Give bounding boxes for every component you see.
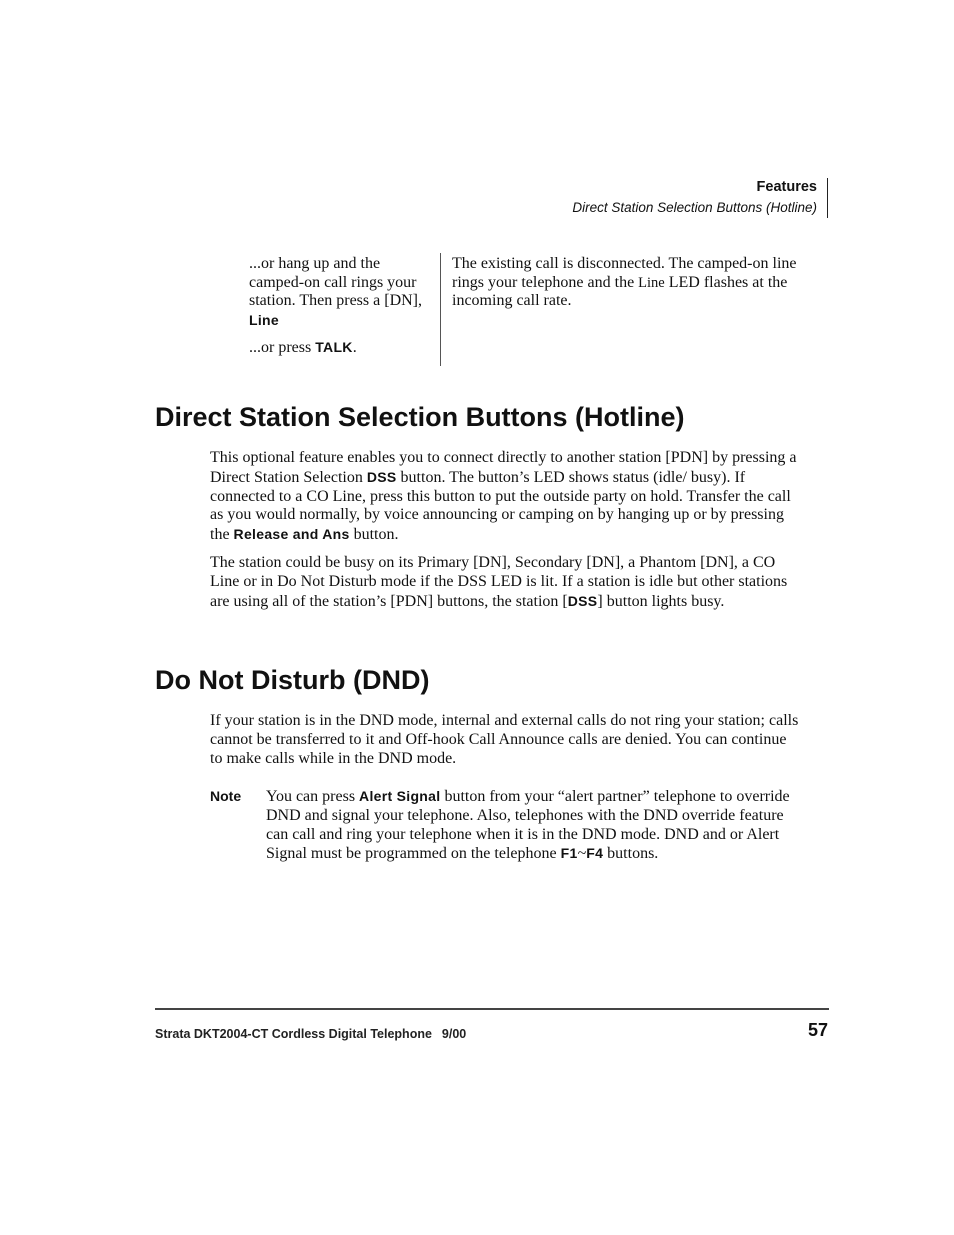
f4-key-label: F4 (586, 845, 604, 862)
footer-document-title (155, 1027, 466, 1041)
dnd-section-body (210, 712, 802, 777)
dss-p1-part-a: This optional feature enables you to connect directly to another station [PDN] by pressing a Direct Station Selection (210, 449, 797, 486)
key-range-tilde: ~ (577, 845, 587, 863)
footer-rule (155, 1008, 829, 1010)
step-action-table (249, 255, 809, 367)
step-row-hang-up (249, 255, 434, 330)
header-section-title: Features (756, 179, 817, 195)
section-heading-dss: Direct Station Selection Buttons (Hotline) (155, 402, 685, 432)
footer-title: Strata DKT2004-CT Cordless Digital Telephone (155, 1027, 432, 1041)
dss-p1-part-b: button. The button’s LED shows status (idle/ busy). If connected to a CO Line, press this button to put the outside party on hold. Transfer the call as you would normally, by voice announcing or camping on by hanging up or by pressing the (210, 468, 791, 544)
note-label: Note (210, 788, 242, 804)
section-heading-dnd: Do Not Disturb (DND) (155, 665, 430, 695)
dss-key-label: DSS (366, 468, 397, 485)
dss-paragraph-2 (210, 554, 802, 611)
f1-key-label: F1 (560, 845, 578, 862)
line-key-label: Line (249, 311, 279, 328)
result-text (452, 255, 797, 311)
dss-paragraph-1 (210, 449, 802, 545)
step-row-press-talk-text: ...or press (249, 339, 316, 356)
dss-key-label-2: DSS (567, 592, 598, 609)
running-header (572, 178, 817, 220)
release-and-ans-key-label: Release and Ans (233, 526, 350, 543)
result-line-word: Line (638, 274, 665, 291)
result-text-part-a: The existing call is disconnected. The camped-on line rings your telephone and the (452, 255, 797, 291)
footer-date: 9/00 (441, 1027, 467, 1041)
header-subsection-title: Direct Station Selection Buttons (Hotline) (572, 200, 817, 215)
alert-signal-key-label: Alert Signal (359, 788, 441, 804)
result-column (452, 255, 797, 311)
step-row-period: . (352, 339, 357, 356)
dss-section-body (210, 449, 802, 620)
note-part-c: buttons. (603, 845, 659, 863)
talk-key-label: TALK (315, 339, 353, 355)
note-text (266, 787, 802, 864)
dss-p1-part-c: button. (349, 526, 399, 544)
header-vertical-rule (827, 178, 828, 218)
note-part-b: button from your “alert partner” telephone to override DND and signal your telephone. Also, telephones with the DND override feature can call and ring your telephone when it is in the DND mode. DND and or Alert Signal must be programmed on the telephone (266, 788, 790, 863)
step-row-press-talk (249, 338, 434, 358)
dss-p2-part-b: ] button lights busy. (597, 592, 725, 610)
result-text-part-b: LED flashes at the incoming call rate. (452, 273, 788, 309)
dss-p2-part-a: The station could be busy on its Primary [DN], Secondary [DN], a Phantom [DN], a CO Line or in Do Not Disturb mode if the DSS LED is lit. If a station is idle but other stations are using all of the station’s [PDN] buttons, the station [ (210, 553, 788, 610)
step-column (249, 255, 434, 366)
step-row-hang-up-text: ...or hang up and the camped-on call rings your station. Then press a [DN], (249, 255, 422, 309)
note-part-a: You can press (266, 788, 360, 805)
dnd-paragraph-1: If your station is in the DND mode, internal and external calls do not ring your station; calls cannot be transferred to it and Off-hook Call Announce calls are denied. You can continue to make calls while in the DND mode. (210, 712, 799, 767)
table-column-divider (440, 253, 441, 366)
page-number: 57 (807, 1020, 828, 1040)
